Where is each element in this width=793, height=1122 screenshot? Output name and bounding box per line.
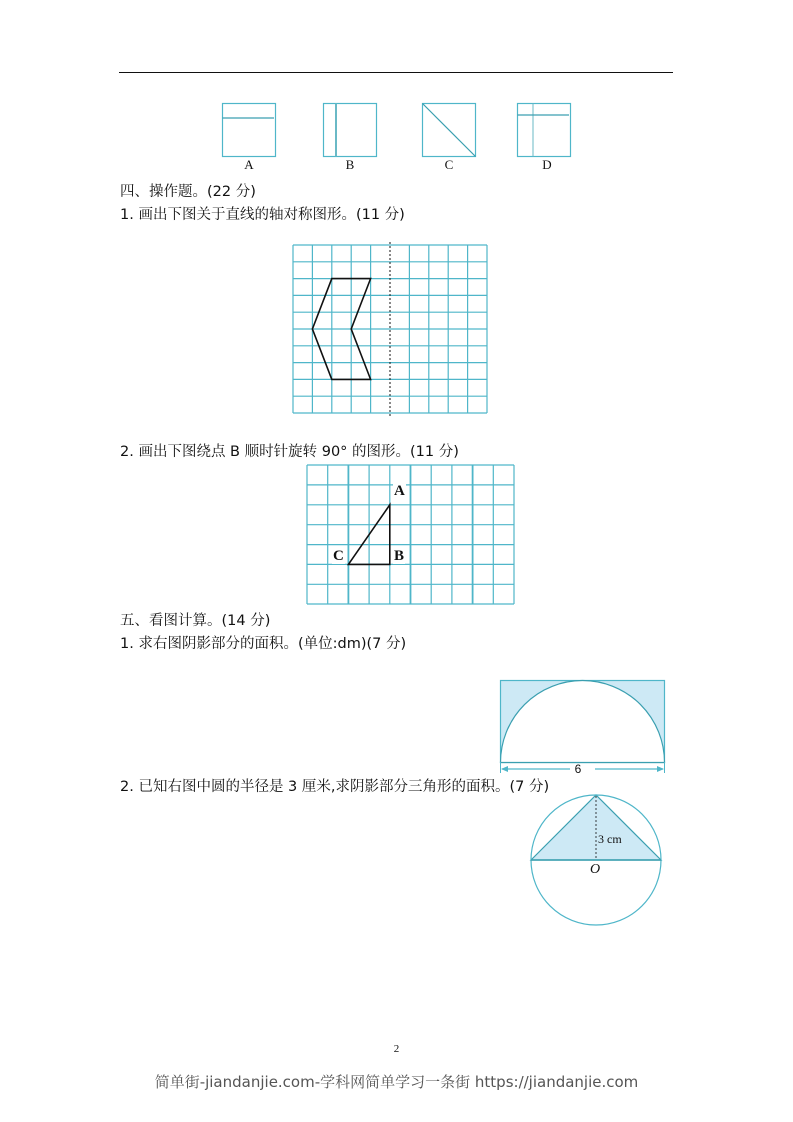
option-d-label: D: [542, 157, 552, 172]
section-4-title: 四、操作题。(22 分): [120, 184, 256, 200]
circle-triangle-figure: [530, 794, 664, 928]
point-b-label: B: [394, 548, 405, 564]
dimension-label: 6: [574, 762, 582, 776]
question-5-1-text: 1. 求右图阴影部分的面积。(单位:dm)(7 分): [120, 636, 407, 652]
option-b-figure: [323, 103, 377, 157]
point-a-label: A: [394, 483, 405, 499]
option-b-label: B: [345, 157, 355, 172]
page-number: 2: [393, 1043, 400, 1055]
header-rule: [119, 72, 673, 73]
rotation-grid: [307, 465, 515, 605]
question-4-2-text: 2. 画出下图绕点 B 顺时针旋转 90° 的图形。(11 分): [120, 444, 459, 460]
semicircle-figure: [500, 680, 666, 775]
point-c-label: C: [333, 548, 344, 564]
question-4-1-text: 1. 画出下图关于直线的轴对称图形。(11 分): [120, 207, 405, 223]
option-a-label: A: [244, 157, 254, 172]
option-c-label: C: [444, 157, 454, 172]
center-o-label: O: [590, 862, 601, 877]
option-a-figure: [222, 103, 276, 157]
option-c-figure: [422, 103, 476, 157]
symmetry-grid: [293, 245, 488, 414]
footer-watermark: 简单街-jiandanjie.com-学科网简单学习一条街 https://jiandanjie.com: [154, 1073, 639, 1091]
option-d-figure: [517, 103, 571, 157]
radius-label: 3 cm: [598, 832, 622, 846]
section-5-title: 五、看图计算。(14 分): [120, 613, 271, 629]
question-5-2-text: 2. 已知右图中圆的半径是 3 厘米,求阴影部分三角形的面积。(7 分): [120, 779, 550, 795]
